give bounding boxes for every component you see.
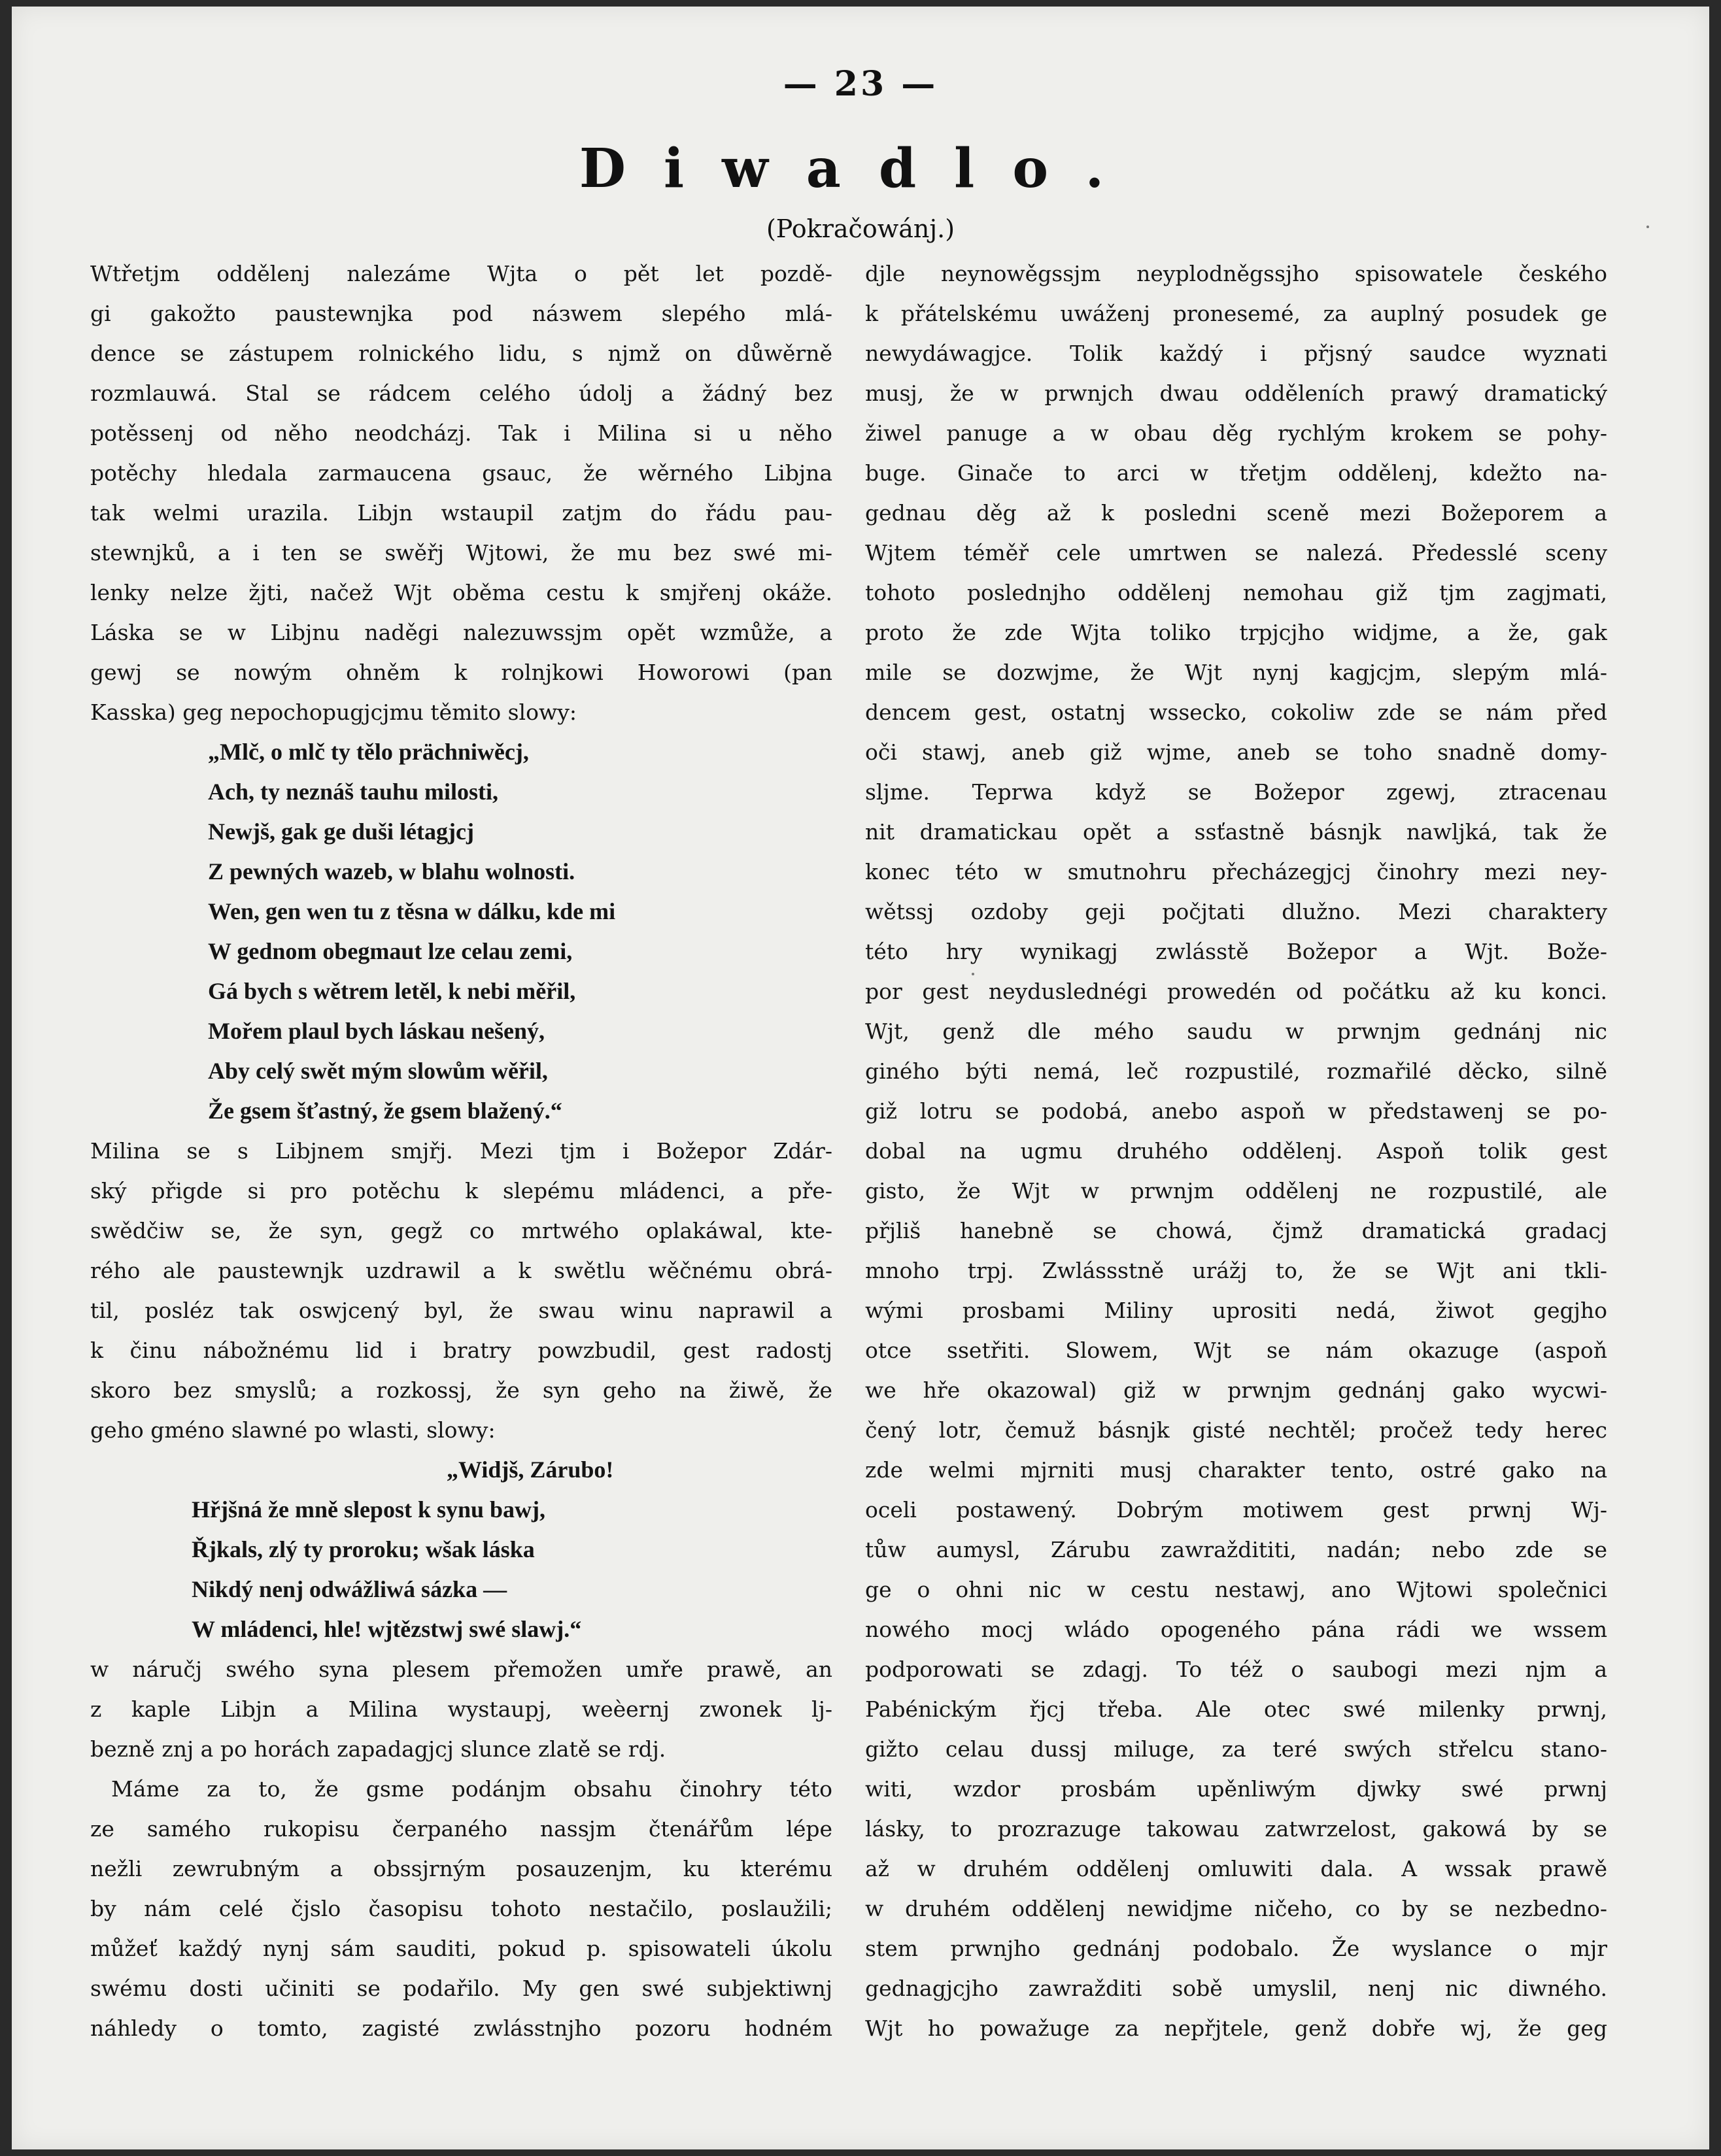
- text-line: Wjtem téměř cele umrtwen se nalezá. Předesslé sceny: [865, 540, 1607, 565]
- text-line: we hře okazowal) giž w prwnjm gednánj gako wycwi-: [865, 1377, 1607, 1403]
- text-line: stem prwnjho gednánj podobalo. Že wyslance o mjr: [865, 1936, 1607, 1961]
- poem-line: „Mlč, o mlč ty tělo prächniwěcj,: [208, 739, 529, 765]
- text-line: dence se zástupem rolnického lidu, s njmž on důwěrně: [90, 341, 832, 366]
- poem-line: Ach, ty neznáš tauhu milosti,: [208, 779, 499, 805]
- text-line: gednau děg až k posledni sceně mezi Božeporem a: [865, 500, 1607, 526]
- text-line: geho gméno slawné po wlasti, slowy:: [90, 1417, 496, 1443]
- text-line: wětssj ozdoby geji počjtati dlužno. Mezi charaktery: [865, 899, 1607, 924]
- poem-line: Mořem plaul bych láskau nešený,: [208, 1018, 545, 1044]
- text-line: gisto, že Wjt w prwnjm oddělenj ne rozpustilé, ale: [865, 1178, 1607, 1204]
- text-line: potěchy hledala zarmaucena gsauc, že wěrného Libjna: [90, 460, 832, 486]
- right-column: [865, 254, 1607, 2048]
- poem-line: Nikdý nenj odwážliwá sázka —: [192, 1576, 507, 1602]
- page-number: — 23 —: [783, 64, 938, 104]
- poem-line: Gá bych s wětrem letěl, k nebi měřil,: [208, 978, 576, 1004]
- text-line: otce ssetřiti. Slowem, Wjt se nám okazuge (aspoň: [865, 1338, 1607, 1363]
- text-line: Pabénickým řjcj třeba. Ale otec swé milenky prwnj,: [865, 1696, 1607, 1722]
- text-line: Máme za to, že gsme podánjm obsahu činohry této: [111, 1776, 832, 1802]
- text-line: giž lotru se podobá, anebo aspoň w předstawenj se po-: [865, 1098, 1607, 1124]
- text-line: giného býti nemá, leč rozpustilé, rozmařilé děcko, silně: [865, 1058, 1607, 1084]
- article-subtitle: (Pokračowánj.): [766, 214, 955, 243]
- text-line: djle neynowěgssjm neyplodněgssjho spisowatele českého: [865, 261, 1607, 286]
- article-title: Diwadlo.: [579, 137, 1142, 200]
- text-line: nowého mocj wládo opogeného pána rádi we wssem: [865, 1617, 1607, 1642]
- text-line: této hry wynikagj zwlásstě Božepor a Wjt. Bože-: [865, 939, 1607, 964]
- poem-line: W gednom obegmaut lze celau zemi,: [208, 938, 573, 964]
- poem-line: Hřjšná že mně slepost k synu bawj,: [192, 1496, 546, 1523]
- poem-line: Že gsem šťastný, že gsem blažený.“: [208, 1098, 562, 1124]
- text-line: Wjt, genž dle mého saudu w prwnjm gednánj nic: [865, 1019, 1607, 1044]
- text-line: rozmlauwá. Stal se rádcem celého údolj a žádný bez: [90, 380, 832, 406]
- text-line: proto že zde Wjta toliko trpjcjho widjme, a že, gak: [865, 620, 1607, 645]
- text-line: žiwel panuge a w obau děg rychlým krokem se pohy-: [865, 420, 1607, 446]
- text-line: konec této w smutnohru přecházegjcj činohry mezi ney-: [865, 859, 1607, 884]
- text-line: Kasska) geg nepochopugjcjmu těmito slowy:: [90, 699, 577, 725]
- text-line: newydáwagjce. Tolik každý i přjsný saudce wyznati: [865, 341, 1607, 366]
- text-line: Wtřetjm oddělenj nalezáme Wjta o pět let pozdě-: [90, 261, 832, 286]
- text-line: tak welmi urazila. Libjn wstaupil zatjm do řádu pau-: [90, 500, 832, 526]
- text-line: swědčiw se, že syn, gegž co mrtwého oplakáwal, kte-: [90, 1218, 832, 1243]
- speck: [972, 973, 974, 975]
- text-line: bezně znj a po horách zapadagjcj slunce zlatě se rdj.: [90, 1736, 666, 1762]
- newspaper-page: [12, 7, 1709, 2149]
- text-line: musj, že w prwnjch dwau odděleních prawý dramatický: [865, 380, 1607, 406]
- text-line: by nám celé čjslo časopisu tohoto nestačilo, poslaužili;: [90, 1896, 832, 1921]
- text-line: w druhém oddělenj newidjme ničeho, co by se nezbedno-: [865, 1896, 1607, 1921]
- text-line: buge. Ginače to arci w třetjm oddělenj, kdežto na-: [865, 460, 1607, 486]
- text-line: lásky, to prozrazuge takowau zatwrzelost, gakowá by se: [865, 1816, 1607, 1842]
- text-line: gižto celau dussj miluge, za teré swých střelcu stano-: [865, 1736, 1607, 1762]
- text-line: dobal na ugmu druhého oddělenj. Aspoň tolik gest: [865, 1138, 1607, 1164]
- poem-line: Aby celý swět mým slowům wěřil,: [208, 1058, 548, 1084]
- text-line: rého ale paustewnjk uzdrawil a k swětlu wěčnému obrá-: [90, 1258, 832, 1283]
- text-line: por gest neyduslednégi prowedén od počátku až ku konci.: [865, 979, 1607, 1004]
- text-line: oceli postawený. Dobrým motiwem gest prwnj Wj-: [865, 1497, 1607, 1523]
- text-line: oči stawj, aneb giž wjme, aneb se toho snadně domy-: [865, 739, 1607, 765]
- text-line: ský přigde si pro potěchu k slepému mládenci, a pře-: [90, 1178, 832, 1204]
- text-line: nit dramatickau opět a ssťastně básnjk nawljká, tak že: [865, 819, 1607, 845]
- left-column: [90, 254, 832, 2048]
- text-line: til, posléz tak oswjcený byl, že swau winu naprawil a: [90, 1298, 832, 1323]
- text-line: gednagjcjho zawražditi sobě umyslil, nenj nic diwného.: [865, 1976, 1607, 2001]
- text-line: ge o ohni nic w cestu nestawj, ano Wjtowi společnici: [865, 1577, 1607, 1602]
- text-line: potěssenj od něho neodcházj. Tak i Milina si u něho: [90, 420, 832, 446]
- text-line: nežli zewrubným a obssjrným posauzenjm, ku kterému: [90, 1856, 832, 1881]
- poem-line: Newjš, gak ge duši létagjcj: [208, 818, 474, 845]
- poem-line: W mládenci, hle! wjtězstwj swé slawj.“: [192, 1616, 582, 1642]
- text-line: stewnjků, a i ten se swěřj Wjtowi, že mu bez swé mi-: [90, 540, 832, 565]
- text-line: gewj se nowým ohněm k rolnjkowi Howorowi (pan: [90, 660, 832, 685]
- text-line: k činu nábožnému lid i bratry powzbudil, gest radostj: [90, 1338, 832, 1363]
- poem-line: Z pewných wazeb, w blahu wolnosti.: [208, 858, 575, 884]
- text-line: mnoho trpj. Zwlássstně urážj to, že se Wjt ani tkli-: [865, 1258, 1607, 1283]
- text-line: přjliš hanebně se chowá, čjmž dramatická gradacj: [865, 1218, 1607, 1243]
- poem-line: Wen, gen wen tu z těsna w dálku, kde mi: [208, 898, 616, 924]
- text-line: Láska se w Libjnu naděgi nalezuwssjm opět wzmůže, a: [90, 620, 832, 645]
- text-line: w náručj swého syna plesem přemožen umře prawě, an: [90, 1657, 832, 1682]
- text-line: tohoto poslednjho oddělenj nemohau giž tjm zagjmati,: [865, 580, 1607, 605]
- text-line: Wjt ho powažuge za nepřjtele, genž dobře wj, že geg: [865, 2015, 1607, 2041]
- poem-heading: „Widjš, Zárubo!: [447, 1457, 614, 1483]
- text-line: mile se dozwjme, že Wjt nynj kagjcjm, slepým mlá-: [865, 660, 1607, 685]
- text-line: Milina se s Libjnem smjřj. Mezi tjm i Božepor Zdár-: [90, 1138, 832, 1164]
- text-line: swému dosti učiniti se podařilo. My gen swé subjektiwnj: [90, 1976, 832, 2001]
- text-line: tůw aumysl, Zárubu zawraždititi, nadán; nebo zde se: [865, 1537, 1607, 1562]
- text-line: k přátelskému uwáženj pronesemé, za auplný posudek ge: [865, 301, 1607, 326]
- text-line: podporowati se zdagj. To též o saubogi mezi njm a: [865, 1657, 1607, 1682]
- text-line: čený lotr, čemuž básnjk gisté nechtěl; pročež tedy herec: [865, 1417, 1607, 1443]
- text-line: zde welmi mjrniti musj charakter tento, ostré gako na: [865, 1457, 1607, 1483]
- text-line: ze samého rukopisu čerpaného nassjm čtenářům lépe: [90, 1816, 832, 1842]
- text-line: až w druhém oddělenj omluwiti dala. A wssak prawě: [865, 1856, 1607, 1881]
- text-line: dencem gest, ostatnj wssecko, cokoliw zde se nám před: [865, 699, 1607, 725]
- text-line: wými prosbami Miliny uprositi nedá, žiwot gegjho: [865, 1298, 1607, 1323]
- text-line: witi, wzdor prosbám upěnliwým djwky swé prwnj: [865, 1776, 1607, 1802]
- text-line: sljme. Teprwa když se Božepor zgewj, ztracenau: [865, 779, 1607, 805]
- text-line: gi gakožto paustewnjka pod náзwem slepého mlá-: [90, 301, 832, 326]
- text-line: skoro bez smyslů; a rozkossj, že syn geho na žiwě, že: [90, 1377, 832, 1403]
- text-line: náhledy o tomto, zagisté zwlásstnjho pozoru hodném: [90, 2015, 832, 2041]
- text-line: můžeť každý nynj sám sauditi, pokud p. spisowateli úkolu: [90, 1936, 832, 1961]
- text-line: z kaple Libjn a Milina wystaupj, weèernj zwonek lj-: [90, 1696, 832, 1722]
- poem-line: Řjkals, zlý ty proroku; wšak láska: [192, 1536, 535, 1562]
- speck: [1646, 226, 1649, 228]
- text-line: lenky nelze žjti, načež Wjt oběma cestu k smjřenj okáže.: [90, 580, 832, 605]
